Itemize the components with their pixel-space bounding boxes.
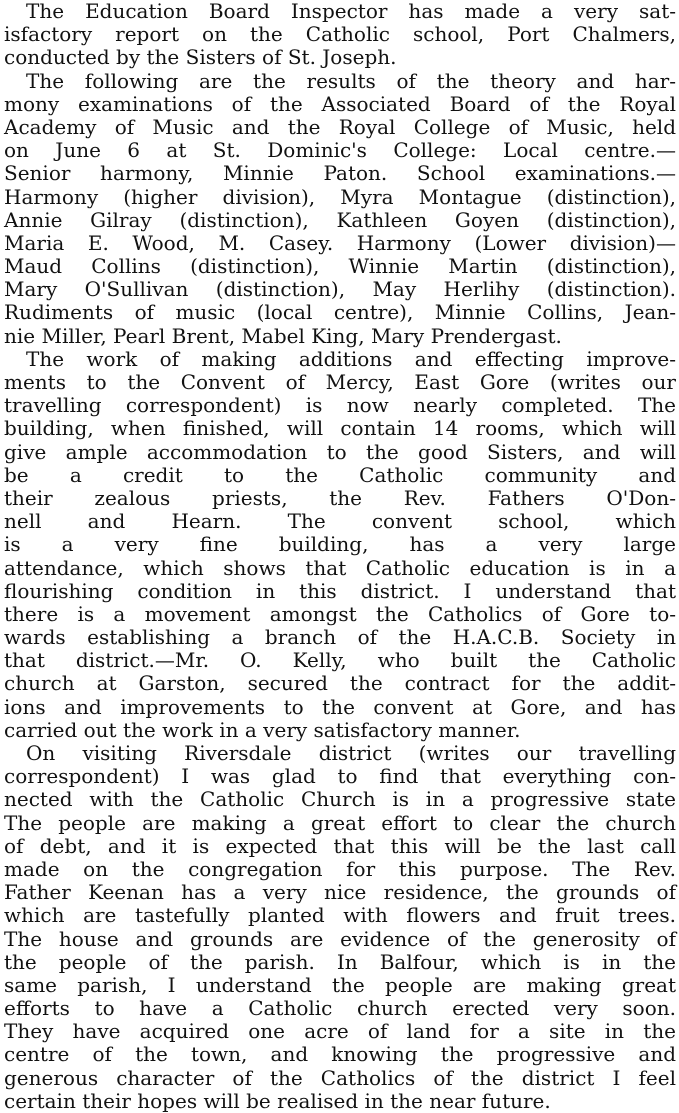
text-line: building, when finished, will contain 14 rooms, which will [4, 416, 676, 441]
text-line: generous character of the Catholics of the district I feel [4, 1065, 676, 1090]
text-line: is a very fine building, has a very large [4, 532, 676, 557]
text-line: correspondent) I was glad to find that everything con- [4, 764, 676, 789]
text-line: The work of making additions and effecting improve- [26, 346, 676, 371]
text-line: Harmony (higher division), Myra Montague (distinction), [4, 184, 676, 209]
paragraph-riversdale [4, 742, 676, 1113]
text-line: their zealous priests, the Rev. Fathers O'Don- [4, 485, 676, 510]
text-line: Academy of Music and the Royal College of Music, held [4, 114, 676, 139]
text-line: Mary O'Sullivan (distinction), May Herlihy (distinction). [4, 277, 676, 302]
text-line: conducted by the Sisters of St. Joseph. [4, 45, 397, 70]
text-line: Rudiments of music (local centre), Minnie Collins, Jean- [4, 300, 676, 325]
text-line: isfactory report on the Catholic school, Port Chalmers, [4, 22, 676, 47]
text-line: on June 6 at St. Dominic's College: Local centre.— [4, 138, 676, 163]
text-line: there is a movement amongst the Catholics of Gore to- [4, 601, 676, 626]
text-line: travelling correspondent) is now nearly completed. The [4, 393, 676, 418]
text-line: carried out the work in a very satisfactory manner. [4, 717, 521, 742]
newspaper-column [4, 0, 676, 1113]
text-line: the people of the parish. In Balfour, which is in the [4, 949, 676, 974]
text-line: attendance, which shows that Catholic education is in a [4, 555, 676, 580]
text-line: The people are making a great effort to clear the church [4, 810, 676, 835]
paragraph-convent-east-gore [4, 348, 676, 742]
text-line: The following are the results of the theory and har- [26, 68, 676, 93]
text-line: give ample accommodation to the good Sisters, and will [4, 439, 676, 464]
paragraph-port-chalmers [4, 0, 676, 70]
text-line: ions and improvements to the convent at Gore, and has [4, 694, 676, 719]
text-line: The house and grounds are evidence of the generosity of [4, 926, 676, 951]
text-line: which are tastefully planted with flowers and fruit trees. [4, 903, 676, 928]
paragraph-music-examinations [4, 70, 676, 348]
text-line: same parish, I understand the people are making great [4, 972, 676, 997]
text-line: that district.—Mr. O. Kelly, who built the Catholic [4, 648, 676, 673]
text-line: nell and Hearn. The convent school, which [4, 509, 676, 534]
text-line: nie Miller, Pearl Brent, Mabel King, Mary Prendergast. [4, 323, 562, 348]
text-line: Senior harmony, Minnie Paton. School examinations.— [4, 161, 676, 186]
text-line: certain their hopes will be realised in the near future. [4, 1088, 551, 1113]
text-line: ments to the Convent of Mercy, East Gore (writes our [4, 370, 676, 394]
text-line: Annie Gilray (distinction), Kathleen Goyen (distinction), [4, 207, 676, 232]
text-line: Maria E. Wood, M. Casey. Harmony (Lower division)— [4, 230, 676, 255]
text-line: They have acquired one acre of land for a site in the [4, 1019, 676, 1044]
text-line: On visiting Riversdale district (writes our travelling [26, 741, 676, 765]
text-line: efforts to have a Catholic church erected very soon. [4, 996, 676, 1021]
text-line: wards establishing a branch of the H.A.C.B. Society in [4, 625, 676, 650]
text-line: The Education Board Inspector has made a very sat- [26, 0, 676, 23]
text-line: Maud Collins (distinction), Winnie Martin (distinction), [4, 254, 676, 279]
text-line: centre of the town, and knowing the progressive and [4, 1042, 676, 1067]
text-line: of debt, and it is expected that this will be the last call [4, 833, 676, 858]
text-line: church at Garston, secured the contract for the addit- [4, 671, 676, 696]
text-line: be a credit to the Catholic community and [4, 462, 676, 487]
text-line: made on the congregation for this purpose. The Rev. [4, 856, 676, 881]
text-line: flourishing condition in this district. I understand that [4, 578, 676, 603]
text-line: mony examinations of the Associated Board of the Royal [4, 91, 676, 116]
text-line: Father Keenan has a very nice residence, the grounds of [4, 880, 676, 905]
text-line: nected with the Catholic Church is in a progressive state [4, 787, 676, 812]
